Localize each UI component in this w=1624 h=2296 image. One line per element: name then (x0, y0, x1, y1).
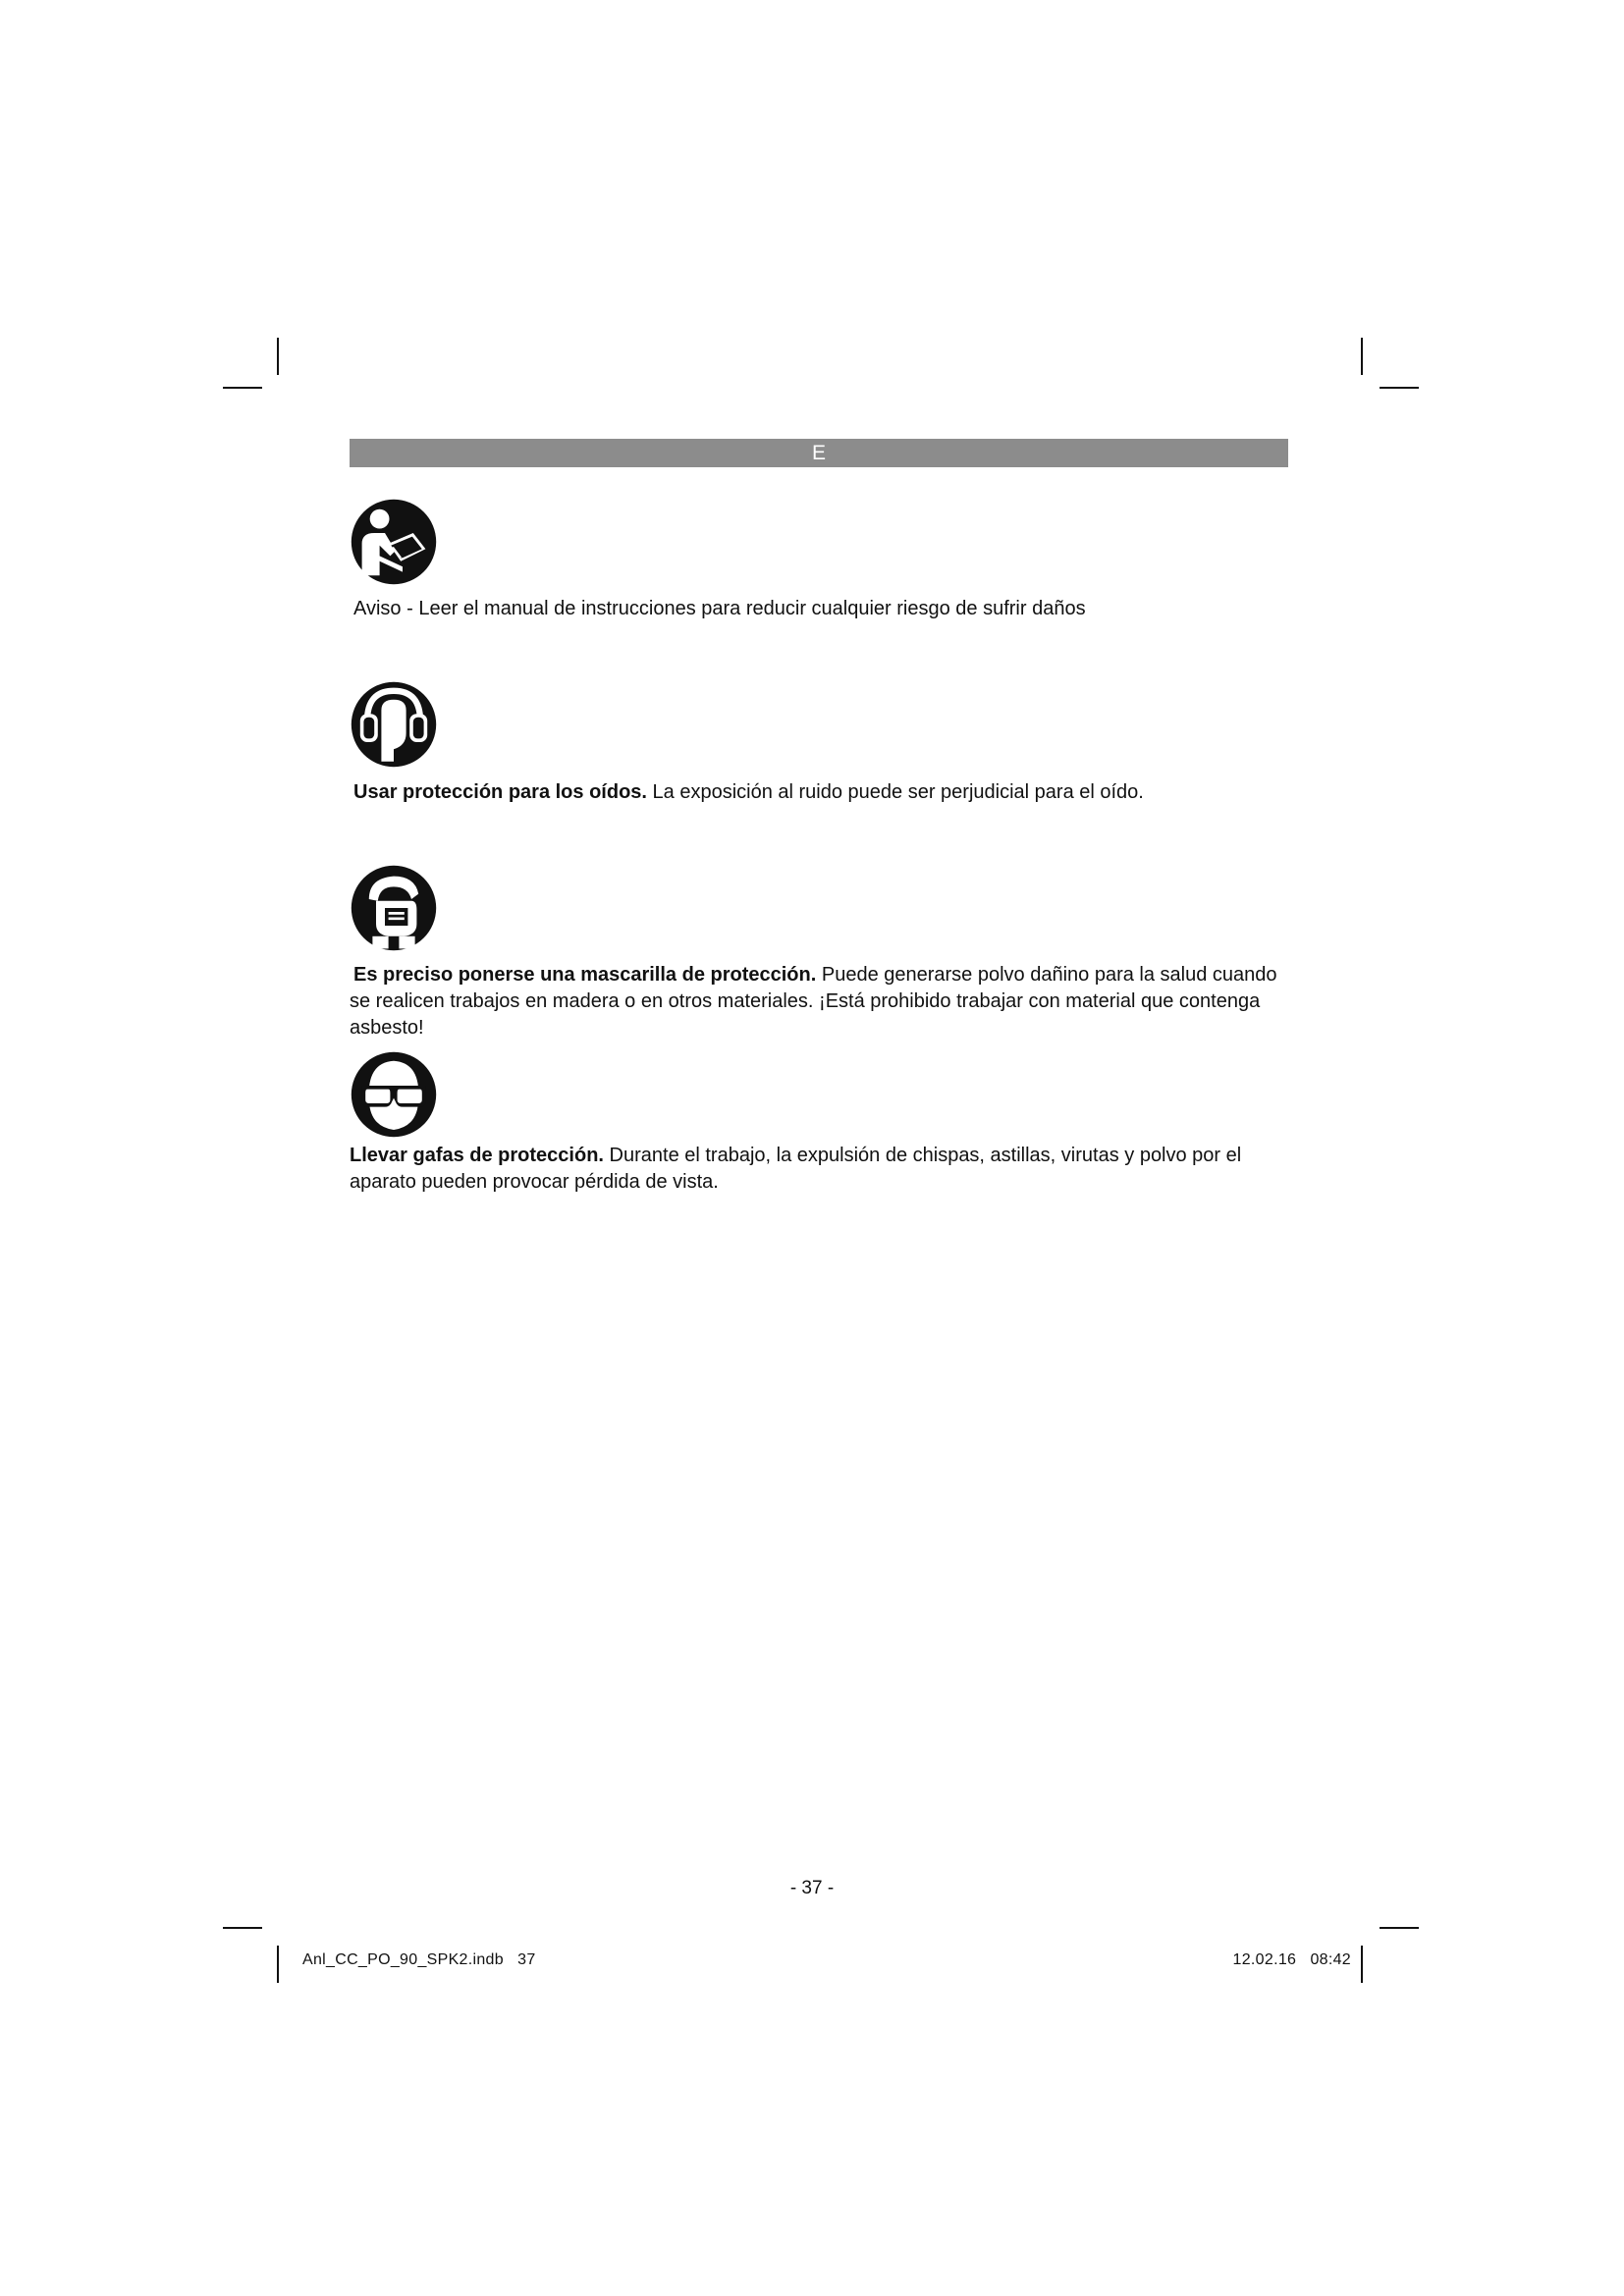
read-manual-icon (350, 498, 438, 586)
footer-date-time: 12.02.16 08:42 (1232, 1951, 1351, 1968)
crop-mark (1361, 338, 1363, 375)
dust-mask-icon (350, 864, 438, 952)
crop-mark (277, 1946, 279, 1983)
ear-protection-icon (350, 680, 438, 769)
page-number: - 37 - (789, 1878, 835, 1898)
crop-mark (277, 338, 279, 375)
crop-mark (223, 1927, 262, 1929)
section-safety-goggles-text: Llevar gafas de protección. Durante el trabajo, la expulsión de chispas, astillas, virutas y polvo por el aparato pueden provocar pérdida de vista. (350, 1145, 1242, 1193)
crop-mark (1380, 1927, 1419, 1929)
section-read-manual-text: Aviso - Leer el manual de instrucciones para reducir cualquier riesgo de sufrir daños (353, 598, 1086, 619)
footer-file-name: Anl_CC_PO_90_SPK2.indb 37 (302, 1951, 536, 1968)
crop-mark (1361, 1946, 1363, 1983)
safety-goggles-icon (350, 1050, 438, 1139)
crop-mark (223, 387, 262, 389)
language-label: E (811, 442, 826, 464)
crop-mark (1380, 387, 1419, 389)
section-ear-protection-text: Usar protección para los oídos. La exposición al ruido puede ser perjudicial para el oído. (353, 781, 1144, 803)
language-header-bar (350, 439, 1288, 467)
section-dust-mask-text: Es preciso ponerse una mascarilla de protección. Puede generarse polvo dañino para la salud cuando se realicen trabajos en madera o en otros materiales. ¡Está prohibido trabajar con material que contenga asbesto! (350, 964, 1277, 1039)
